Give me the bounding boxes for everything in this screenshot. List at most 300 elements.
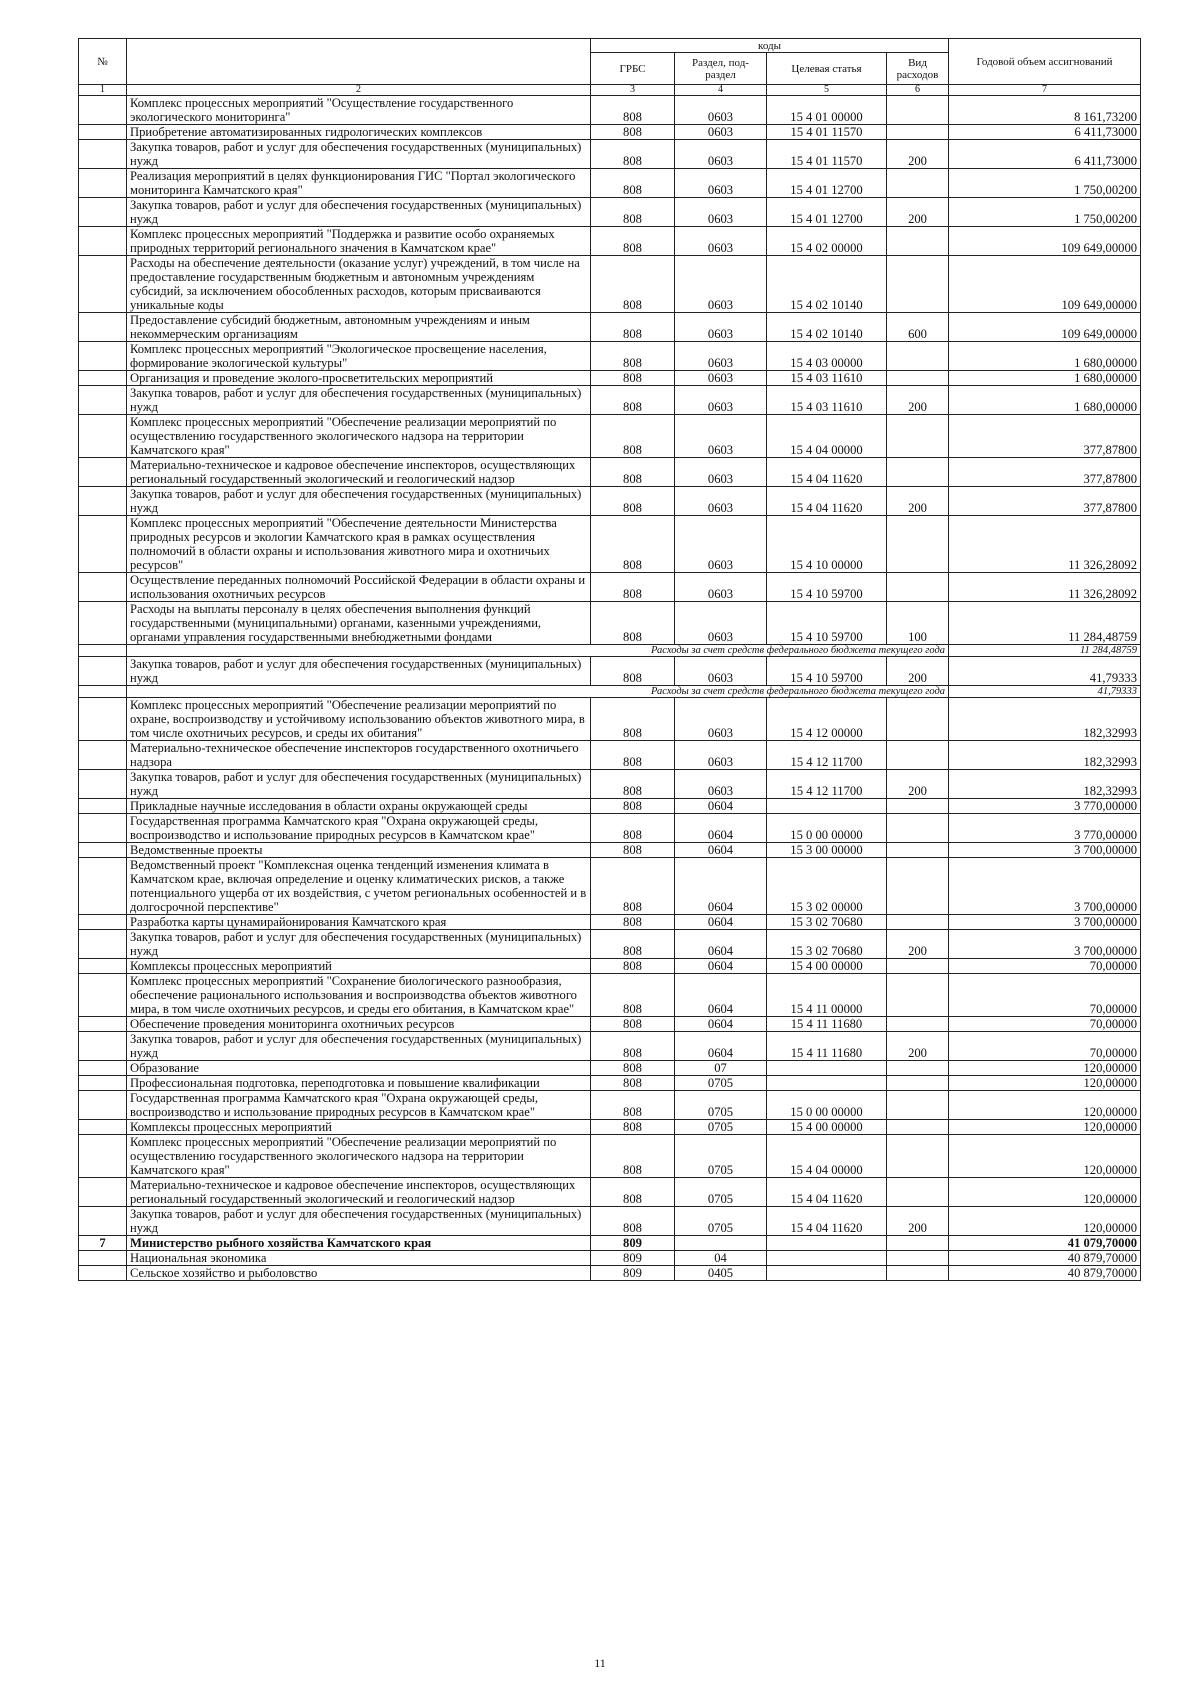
- section-code: 0603: [675, 657, 767, 686]
- row-number-cell: [79, 1032, 127, 1061]
- row-number-cell: [79, 458, 127, 487]
- row-number-cell: [79, 645, 127, 657]
- expense-name: Закупка товаров, работ и услуг для обеспечения государственных (муниципальных) нужд: [127, 1032, 591, 1061]
- grbs-code: 808: [591, 858, 675, 915]
- table-header: [79, 39, 1141, 96]
- row-number-cell: [79, 686, 127, 698]
- expense-type-code: [887, 256, 949, 313]
- section-code: 0604: [675, 930, 767, 959]
- grbs-code: 808: [591, 974, 675, 1017]
- allocation-amount: 11 284,48759: [949, 602, 1141, 645]
- expense-type-code: [887, 227, 949, 256]
- allocation-amount: 1 750,00200: [949, 169, 1141, 198]
- expense-name: Обеспечение проведения мониторинга охотничьих ресурсов: [127, 1017, 591, 1032]
- section-code: 0603: [675, 386, 767, 415]
- grbs-code: 808: [591, 1032, 675, 1061]
- allocation-amount: 109 649,00000: [949, 256, 1141, 313]
- expense-type-code: 200: [887, 770, 949, 799]
- expense-type-code: [887, 698, 949, 741]
- allocation-amount: 70,00000: [949, 959, 1141, 974]
- target-article-code: 15 4 00 00000: [767, 1120, 887, 1135]
- row-number-cell: [79, 770, 127, 799]
- grbs-code: 808: [591, 342, 675, 371]
- grbs-code: 808: [591, 227, 675, 256]
- row-number-cell: [79, 256, 127, 313]
- expense-name: Профессиональная подготовка, переподготовка и повышение квалификации: [127, 1076, 591, 1091]
- expense-type-code: [887, 415, 949, 458]
- grbs-code: 808: [591, 770, 675, 799]
- expense-type-code: 100: [887, 602, 949, 645]
- expense-name: Ведомственные проекты: [127, 843, 591, 858]
- row-number-cell: [79, 858, 127, 915]
- grbs-code: 808: [591, 1061, 675, 1076]
- table-row: [79, 573, 1141, 602]
- table-row: [79, 487, 1141, 516]
- expense-type-code: [887, 169, 949, 198]
- allocation-amount: 41,79333: [949, 657, 1141, 686]
- row-number-cell: [79, 169, 127, 198]
- table-body: [79, 96, 1141, 1281]
- allocation-amount: 3 700,00000: [949, 843, 1141, 858]
- expense-type-code: [887, 1061, 949, 1076]
- expense-name: Закупка товаров, работ и услуг для обеспечения государственных (муниципальных) нужд: [127, 930, 591, 959]
- section-code: 0705: [675, 1120, 767, 1135]
- section-code: 0603: [675, 313, 767, 342]
- row-number-cell: [79, 1017, 127, 1032]
- section-code: 0405: [675, 1266, 767, 1281]
- grbs-code: 808: [591, 140, 675, 169]
- row-number-cell: [79, 1061, 127, 1076]
- target-article-code: 15 4 04 11620: [767, 1178, 887, 1207]
- grbs-code: 808: [591, 169, 675, 198]
- expense-type-code: [887, 915, 949, 930]
- expense-name: Комплекс процессных мероприятий "Экологическое просвещение населения, формирование экологической культуры": [127, 342, 591, 371]
- expense-name: Разработка карты цунамирайонирования Камчатского края: [127, 915, 591, 930]
- section-code: 0604: [675, 959, 767, 974]
- grbs-code: 808: [591, 843, 675, 858]
- section-code: 0705: [675, 1178, 767, 1207]
- section-code: 0705: [675, 1091, 767, 1120]
- target-article-code: 15 4 01 12700: [767, 169, 887, 198]
- target-article-code: 15 0 00 00000: [767, 814, 887, 843]
- expense-type-code: [887, 458, 949, 487]
- allocation-amount: 70,00000: [949, 1017, 1141, 1032]
- row-number-cell: [79, 1178, 127, 1207]
- table-row: [79, 125, 1141, 140]
- table-row: [79, 698, 1141, 741]
- expense-name: Комплексы процессных мероприятий: [127, 959, 591, 974]
- target-article-code: [767, 1061, 887, 1076]
- row-number-cell: [79, 1120, 127, 1135]
- row-number-cell: [79, 313, 127, 342]
- row-number-cell: [79, 1251, 127, 1266]
- allocation-amount: 109 649,00000: [949, 313, 1141, 342]
- target-article-code: 15 4 03 11610: [767, 386, 887, 415]
- target-article-code: 15 3 02 70680: [767, 915, 887, 930]
- col-number-4: 4: [675, 85, 767, 96]
- section-code: 0603: [675, 96, 767, 125]
- table-row: [79, 657, 1141, 686]
- target-article-code: 15 4 04 11620: [767, 487, 887, 516]
- section-code: 0705: [675, 1076, 767, 1091]
- header-grbs: ГРБС: [591, 53, 675, 85]
- section-code: 0705: [675, 1135, 767, 1178]
- section-code: 0603: [675, 573, 767, 602]
- section-code: 0603: [675, 198, 767, 227]
- row-number-cell: [79, 657, 127, 686]
- header-name: [127, 39, 591, 85]
- grbs-code: 809: [591, 1251, 675, 1266]
- row-number-cell: [79, 516, 127, 573]
- grbs-code: 808: [591, 198, 675, 227]
- row-number-cell: [79, 573, 127, 602]
- section-code: 0603: [675, 516, 767, 573]
- row-number-cell: [79, 814, 127, 843]
- section-code: 0705: [675, 1207, 767, 1236]
- row-number-cell: [79, 698, 127, 741]
- expense-name: Закупка товаров, работ и услуг для обеспечения государственных (муниципальных) нужд: [127, 140, 591, 169]
- section-code: 0604: [675, 799, 767, 814]
- expense-name: Материально-техническое и кадровое обеспечение инспекторов, осуществляющих региональный государственный экологический и геологический надзор: [127, 1178, 591, 1207]
- expense-name: Реализация мероприятий в целях функционирования ГИС "Портал экологического мониторинга Камчатского края": [127, 169, 591, 198]
- allocation-amount: 120,00000: [949, 1207, 1141, 1236]
- grbs-code: 808: [591, 930, 675, 959]
- table-row: [79, 342, 1141, 371]
- grbs-code: 808: [591, 1135, 675, 1178]
- grbs-code: 808: [591, 415, 675, 458]
- expense-type-code: [887, 1251, 949, 1266]
- grbs-code: 808: [591, 458, 675, 487]
- section-code: 0603: [675, 770, 767, 799]
- expense-type-code: [887, 741, 949, 770]
- expense-name: Комплекс процессных мероприятий "Обеспечение деятельности Министерства природных ресурсов и экологии Камчатского края в рамках осуществления полномочий в области охраны и использования животного мира и охотничьих ресурсов": [127, 516, 591, 573]
- table-row: [79, 458, 1141, 487]
- allocation-amount: 40 879,70000: [949, 1251, 1141, 1266]
- expense-name: Государственная программа Камчатского края "Охрана окружающей среды, воспроизводство и использование природных ресурсов в Камчатском крае": [127, 1091, 591, 1120]
- target-article-code: 15 4 11 11680: [767, 1017, 887, 1032]
- table-row: [79, 140, 1141, 169]
- table-row: [79, 1061, 1141, 1076]
- grbs-code: 808: [591, 386, 675, 415]
- page-number: 11: [594, 1656, 606, 1670]
- federal-budget-note-row: [79, 686, 1141, 698]
- expense-type-code: [887, 342, 949, 371]
- section-code: 0604: [675, 814, 767, 843]
- target-article-code: 15 0 00 00000: [767, 1091, 887, 1120]
- allocation-amount: 8 161,73200: [949, 96, 1141, 125]
- target-article-code: 15 3 02 70680: [767, 930, 887, 959]
- table-row: [79, 959, 1141, 974]
- expense-type-code: [887, 1266, 949, 1281]
- section-code: 0603: [675, 342, 767, 371]
- target-article-code: 15 4 03 11610: [767, 371, 887, 386]
- allocation-amount: 70,00000: [949, 974, 1141, 1017]
- header-amount: Годовой объем ассигнований: [949, 39, 1141, 85]
- expense-name: Расходы на обеспечение деятельности (оказание услуг) учреждений, в том числе на предоставление государственным бюджетным и автономным учреждениям субсидий, за исключением обособленных расходов, которым присваиваются уникальные коды: [127, 256, 591, 313]
- expense-type-code: [887, 1178, 949, 1207]
- table-row: [79, 1178, 1141, 1207]
- table-row: [79, 741, 1141, 770]
- table-row: [79, 415, 1141, 458]
- table-row: [79, 313, 1141, 342]
- table-row: [79, 169, 1141, 198]
- expense-type-code: [887, 96, 949, 125]
- allocation-amount: 377,87800: [949, 415, 1141, 458]
- table-row: [79, 858, 1141, 915]
- expense-name: Образование: [127, 1061, 591, 1076]
- allocation-amount: 3 700,00000: [949, 858, 1141, 915]
- allocation-amount: 109 649,00000: [949, 227, 1141, 256]
- expense-name: Государственная программа Камчатского края "Охрана окружающей среды, воспроизводство и использование природных ресурсов в Камчатском крае": [127, 814, 591, 843]
- grbs-code: 808: [591, 1091, 675, 1120]
- expense-name: Комплексы процессных мероприятий: [127, 1120, 591, 1135]
- target-article-code: 15 3 02 00000: [767, 858, 887, 915]
- target-article-code: 15 4 04 11620: [767, 458, 887, 487]
- allocation-amount: 182,32993: [949, 741, 1141, 770]
- target-article-code: 15 4 01 11570: [767, 125, 887, 140]
- allocation-amount: 120,00000: [949, 1135, 1141, 1178]
- table-row: [79, 198, 1141, 227]
- table-row: [79, 1120, 1141, 1135]
- target-article-code: [767, 799, 887, 814]
- section-code: 0604: [675, 915, 767, 930]
- grbs-code: 809: [591, 1266, 675, 1281]
- expense-type-code: [887, 843, 949, 858]
- grbs-code: 809: [591, 1236, 675, 1251]
- table-row: [79, 602, 1141, 645]
- row-number-cell: [79, 1091, 127, 1120]
- grbs-code: 808: [591, 125, 675, 140]
- expense-name: Приобретение автоматизированных гидрологических комплексов: [127, 125, 591, 140]
- federal-budget-note-row: [79, 645, 1141, 657]
- budget-table-sheet: [78, 38, 1140, 1281]
- expense-type-code: [887, 858, 949, 915]
- header-expense-type: Вид расходов: [887, 53, 949, 85]
- expense-type-code: [887, 1236, 949, 1251]
- target-article-code: 15 4 10 59700: [767, 657, 887, 686]
- col-number-6: 6: [887, 85, 949, 96]
- allocation-amount: 6 411,73000: [949, 125, 1141, 140]
- expense-name: Материально-техническое и кадровое обеспечение инспекторов, осуществляющих региональный государственный экологический и геологический надзор: [127, 458, 591, 487]
- table-row: [79, 1017, 1141, 1032]
- grbs-code: 808: [591, 573, 675, 602]
- allocation-amount: 1 680,00000: [949, 371, 1141, 386]
- header-razdel: Раздел, под-раздел: [675, 53, 767, 85]
- target-article-code: 15 4 12 00000: [767, 698, 887, 741]
- grbs-code: 808: [591, 371, 675, 386]
- expense-type-code: 600: [887, 313, 949, 342]
- grbs-code: 808: [591, 915, 675, 930]
- target-article-code: [767, 1251, 887, 1266]
- table-row: [79, 227, 1141, 256]
- allocation-amount: 1 680,00000: [949, 386, 1141, 415]
- section-code: 0603: [675, 698, 767, 741]
- row-number-cell: [79, 198, 127, 227]
- allocation-amount: 182,32993: [949, 698, 1141, 741]
- grbs-code: 808: [591, 487, 675, 516]
- row-number-cell: [79, 843, 127, 858]
- section-code: 0604: [675, 974, 767, 1017]
- expense-name: Комплекс процессных мероприятий "Обеспечение реализации мероприятий по осуществлению государственного экологического надзора на территории Камчатского края": [127, 1135, 591, 1178]
- section-code: 0603: [675, 458, 767, 487]
- col-number-1: 1: [79, 85, 127, 96]
- row-number-cell: [79, 386, 127, 415]
- section-code: 0603: [675, 227, 767, 256]
- expense-name: Национальная экономика: [127, 1251, 591, 1266]
- target-article-code: 15 4 10 00000: [767, 516, 887, 573]
- allocation-amount: 377,87800: [949, 458, 1141, 487]
- allocation-amount: 1 750,00200: [949, 198, 1141, 227]
- target-article-code: 15 4 02 10140: [767, 256, 887, 313]
- allocation-amount: 11 326,28092: [949, 573, 1141, 602]
- allocation-amount: 3 700,00000: [949, 930, 1141, 959]
- table-row: [79, 386, 1141, 415]
- grbs-code: 808: [591, 657, 675, 686]
- target-article-code: 15 4 01 11570: [767, 140, 887, 169]
- row-number-cell: [79, 140, 127, 169]
- expense-type-code: 200: [887, 657, 949, 686]
- row-number-cell: [79, 1207, 127, 1236]
- target-article-code: 15 4 10 59700: [767, 602, 887, 645]
- expense-name: Министерство рыбного хозяйства Камчатского края: [127, 1236, 591, 1251]
- row-number-cell: [79, 741, 127, 770]
- allocation-amount: 182,32993: [949, 770, 1141, 799]
- section-code: 0603: [675, 415, 767, 458]
- table-row: [79, 799, 1141, 814]
- target-article-code: 15 4 12 11700: [767, 770, 887, 799]
- header-codes: коды: [591, 39, 949, 53]
- grbs-code: 808: [591, 959, 675, 974]
- table-row: [79, 1032, 1141, 1061]
- row-number-cell: [79, 974, 127, 1017]
- grbs-code: 808: [591, 1017, 675, 1032]
- note-label: Расходы за счет средств федерального бюджета текущего года: [127, 645, 949, 657]
- grbs-code: 808: [591, 313, 675, 342]
- grbs-code: 808: [591, 814, 675, 843]
- table-row: [79, 256, 1141, 313]
- target-article-code: [767, 1076, 887, 1091]
- table-row: [79, 843, 1141, 858]
- grbs-code: 808: [591, 96, 675, 125]
- expense-type-code: [887, 125, 949, 140]
- target-article-code: 15 4 01 00000: [767, 96, 887, 125]
- allocation-amount: 3 700,00000: [949, 915, 1141, 930]
- section-code: 0603: [675, 256, 767, 313]
- grbs-code: 808: [591, 1076, 675, 1091]
- grbs-code: 808: [591, 256, 675, 313]
- table-row: [79, 770, 1141, 799]
- table-row: [79, 1251, 1141, 1266]
- expense-name: Предоставление субсидий бюджетным, автономным учреждениям и иным некоммерческим организациям: [127, 313, 591, 342]
- expense-type-code: [887, 1135, 949, 1178]
- expense-name: Материально-техническое обеспечение инспекторов государственного охотничьего надзора: [127, 741, 591, 770]
- col-number-5: 5: [767, 85, 887, 96]
- expense-type-code: [887, 1076, 949, 1091]
- table-row: [79, 1266, 1141, 1281]
- expense-type-code: [887, 573, 949, 602]
- expense-type-code: 200: [887, 1207, 949, 1236]
- allocation-amount: 3 770,00000: [949, 814, 1141, 843]
- grbs-code: 808: [591, 741, 675, 770]
- target-article-code: 15 3 00 00000: [767, 843, 887, 858]
- expense-type-code: [887, 1017, 949, 1032]
- grbs-code: 808: [591, 799, 675, 814]
- target-article-code: 15 4 01 12700: [767, 198, 887, 227]
- allocation-amount: 377,87800: [949, 487, 1141, 516]
- expense-type-code: 200: [887, 1032, 949, 1061]
- allocation-amount: 120,00000: [949, 1076, 1141, 1091]
- target-article-code: 15 4 02 00000: [767, 227, 887, 256]
- allocation-amount: 1 680,00000: [949, 342, 1141, 371]
- target-article-code: 15 4 04 11620: [767, 1207, 887, 1236]
- allocation-amount: 40 879,70000: [949, 1266, 1141, 1281]
- expense-type-code: [887, 1091, 949, 1120]
- target-article-code: 15 4 04 00000: [767, 1135, 887, 1178]
- allocation-amount: 120,00000: [949, 1120, 1141, 1135]
- table-row: [79, 96, 1141, 125]
- grbs-code: 808: [591, 516, 675, 573]
- row-number-cell: [79, 96, 127, 125]
- table-row: [79, 1135, 1141, 1178]
- grbs-code: 808: [591, 1120, 675, 1135]
- table-row: [79, 930, 1141, 959]
- expense-name: Закупка товаров, работ и услуг для обеспечения государственных (муниципальных) нужд: [127, 770, 591, 799]
- row-number-cell: [79, 1076, 127, 1091]
- note-amount: 11 284,48759: [949, 645, 1141, 657]
- grbs-code: 808: [591, 1178, 675, 1207]
- row-number-cell: [79, 915, 127, 930]
- allocation-amount: 120,00000: [949, 1061, 1141, 1076]
- table-row: [79, 915, 1141, 930]
- expense-name: Комплекс процессных мероприятий "Обеспечение реализации мероприятий по охране, воспроизводству и устойчивому использованию объектов животного мира, в том числе охотничьих ресурсов, и среды их обитания": [127, 698, 591, 741]
- target-article-code: [767, 1236, 887, 1251]
- allocation-amount: 120,00000: [949, 1178, 1141, 1207]
- expense-type-code: [887, 516, 949, 573]
- expense-name: Организация и проведение эколого-просветительских мероприятий: [127, 371, 591, 386]
- expense-name: Прикладные научные исследования в области охраны окружающей среды: [127, 799, 591, 814]
- expense-name: Комплекс процессных мероприятий "Осуществление государственного экологического мониторинга": [127, 96, 591, 125]
- section-code: 0604: [675, 1017, 767, 1032]
- target-article-code: 15 4 10 59700: [767, 573, 887, 602]
- row-number-cell: [79, 342, 127, 371]
- expense-type-code: 200: [887, 198, 949, 227]
- row-number-cell: [79, 602, 127, 645]
- table-row: [79, 1091, 1141, 1120]
- section-code: 0604: [675, 858, 767, 915]
- target-article-code: 15 4 02 10140: [767, 313, 887, 342]
- expense-type-code: 200: [887, 386, 949, 415]
- row-number-cell: [79, 371, 127, 386]
- expense-name: Комплекс процессных мероприятий "Сохранение биологического разнообразия, обеспечение рационального использования и воспроизводства объектов животного мира, в том числе охотничьих ресурсов, и среды его обитания, в Камчатском крае": [127, 974, 591, 1017]
- grbs-code: 808: [591, 602, 675, 645]
- section-code: 0604: [675, 1032, 767, 1061]
- row-number-cell: [79, 125, 127, 140]
- row-number-cell: [79, 1135, 127, 1178]
- allocation-amount: 41 079,70000: [949, 1236, 1141, 1251]
- note-label: Расходы за счет средств федерального бюджета текущего года: [127, 686, 949, 698]
- target-article-code: [767, 1266, 887, 1281]
- col-number-7: 7: [949, 85, 1141, 96]
- section-code: 0603: [675, 741, 767, 770]
- table-row: [79, 516, 1141, 573]
- grbs-code: 808: [591, 698, 675, 741]
- expense-name: Комплекс процессных мероприятий "Обеспечение реализации мероприятий по осуществлению государственного экологического надзора на территории Камчатского края": [127, 415, 591, 458]
- header-number: №: [79, 39, 127, 85]
- table-row: [79, 814, 1141, 843]
- expense-name: Расходы на выплаты персоналу в целях обеспечения выполнения функций государственными (муниципальными) органами, казенными учреждениями, органами управления государственными внебюджетными фондами: [127, 602, 591, 645]
- expense-name: Закупка товаров, работ и услуг для обеспечения государственных (муниципальных) нужд: [127, 198, 591, 227]
- section-code: 0603: [675, 140, 767, 169]
